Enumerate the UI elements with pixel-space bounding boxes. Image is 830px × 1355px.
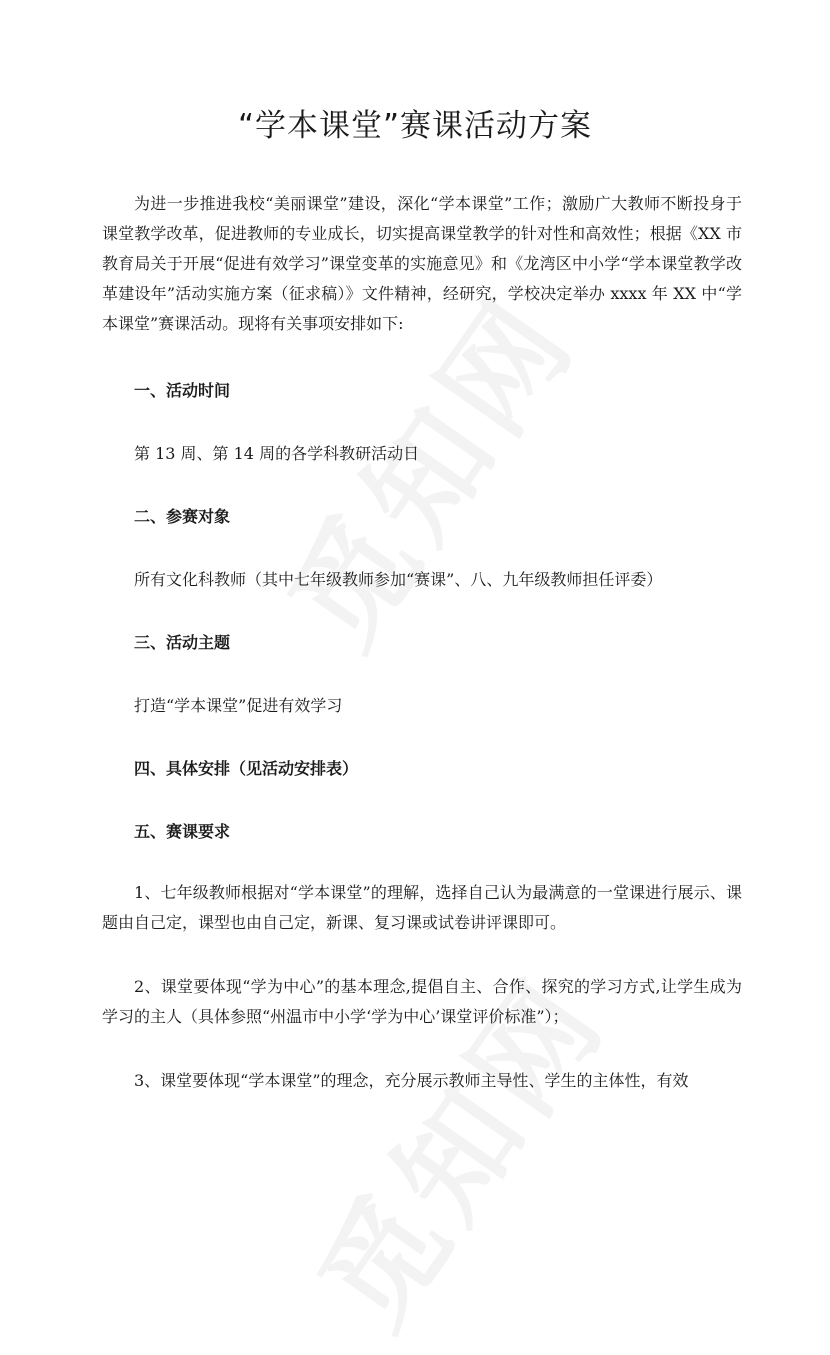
section-content-theme: 打造“学本课堂”促进有效学习 bbox=[134, 696, 343, 715]
document-title: “学本课堂”赛课活动方案 bbox=[237, 108, 593, 144]
section-heading-time: 一、活动时间 bbox=[134, 381, 231, 400]
section-content-time: 第 13 周、第 14 周的各学科教研活动日 bbox=[134, 444, 420, 463]
intro-paragraph: 为进一步推进我校“美丽课堂”建设，深化“学本课堂”工作；激励广大教师不断投身于课堂教学改革，促进教师的专业成长，切实提高课堂教学的针对性和高效性；根据《XX 市教育局关于开展“促进有效学习”课堂变革的实施意见》和《龙湾区中小学“学本课堂教学改革建设年”活动实施方案（征求稿）》文件精神，经研究，学校决定举办 xxxx 年 XX 中“学本课堂”赛课活动。现将有关事项安排如下: bbox=[102, 194, 742, 333]
requirement-item: 2、课堂要体现“学为中心”的基本理念,提倡自主、合作、探究的学习方式,让学生成为学习的主人（具体参照“州温市中小学‘学为中心’课堂评价标准”）； bbox=[102, 977, 742, 1026]
requirement-item: 3、课堂要体现“学本课堂”的理念，充分展示教师主导性、学生的主体性，有效 bbox=[134, 1071, 689, 1090]
section-heading-schedule: 四、具体安排（见活动安排表） bbox=[134, 759, 359, 778]
section-heading-theme: 三、活动主题 bbox=[134, 633, 231, 652]
section-heading-participants: 二、参赛对象 bbox=[134, 507, 231, 526]
section-content-participants: 所有文化科教师（其中七年级教师参加“赛课”、八、九年级教师担任评委） bbox=[134, 570, 663, 589]
requirement-item: 1、七年级教师根据对“学本课堂”的理解，选择自己认为最满意的一堂课进行展示、课题由自己定，课型也由自己定，新课、复习课或试卷讲评课即可。 bbox=[102, 883, 742, 932]
section-heading-requirements: 五、赛课要求 bbox=[134, 822, 231, 841]
